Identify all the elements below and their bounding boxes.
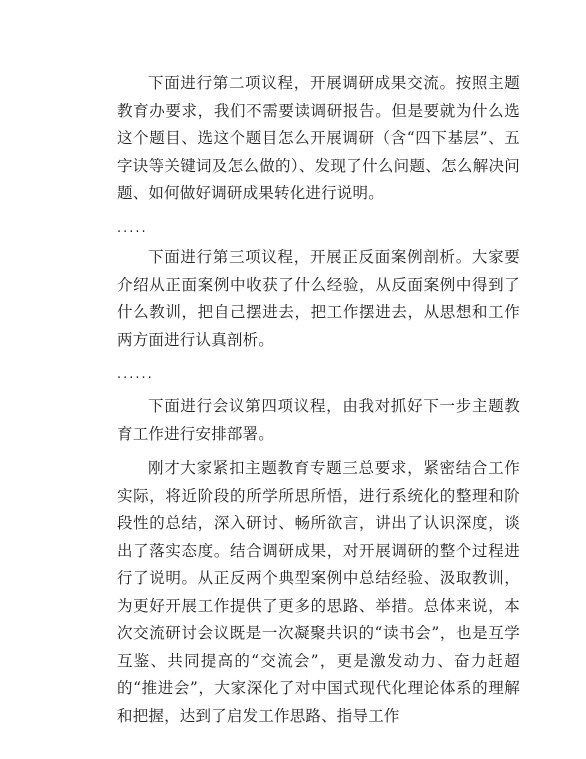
paragraph-agenda-item-three: 下面进行第三项议程，开展正反面案例剖析。大家要介绍从正面案例中收获了什么经验，从反面案例中得到了什么教训，把自己摆进去，把工作摆进去，从思想和工作两方面进行认真剖析。	[117, 248, 520, 349]
paragraph-agenda-item-four: 下面进行会议第四项议程，由我对抓好下一步主题教育工作进行安排部署。	[117, 397, 520, 443]
paragraph-agenda-item-two: 下面进行第二项议程，开展调研成果交流。按照主题教育办要求，我们不需要读调研报告。但是要就为什么选这个题目、选这个题目怎么开展调研（含“四下基层”、五字诀等关键词及怎么做的）、发现了什么问题、怎么解决问题、如何做好调研成果转化进行说明。	[117, 74, 520, 202]
ellipsis-separator: ......	[117, 367, 154, 382]
ellipsis-separator: .....	[117, 221, 148, 236]
paragraph-summary: 刚才大家紧扣主题教育专题三总要求，紧密结合工作实际，将近阶段的所学所思所悟，进行系统化的整理和阶段性的总结，深入研讨、畅所欲言，讲出了认识深度，谈出了落实态度。结合调研成果，对开展调研的整个过程进行了说明。从正反两个典型案例中总结经验、汲取教训，为更好开展工作提供了更多的思路、举措。总体来说，本次交流研讨会议既是一次凝聚共识的“读书会”，也是互学互鉴、共同提高的“交流会”，更是激发动力、奋力赶超的“推进会”，大家深化了对中国式现代化理论体系的理解和把握，达到了启发工作思路、指导工作	[117, 459, 520, 725]
